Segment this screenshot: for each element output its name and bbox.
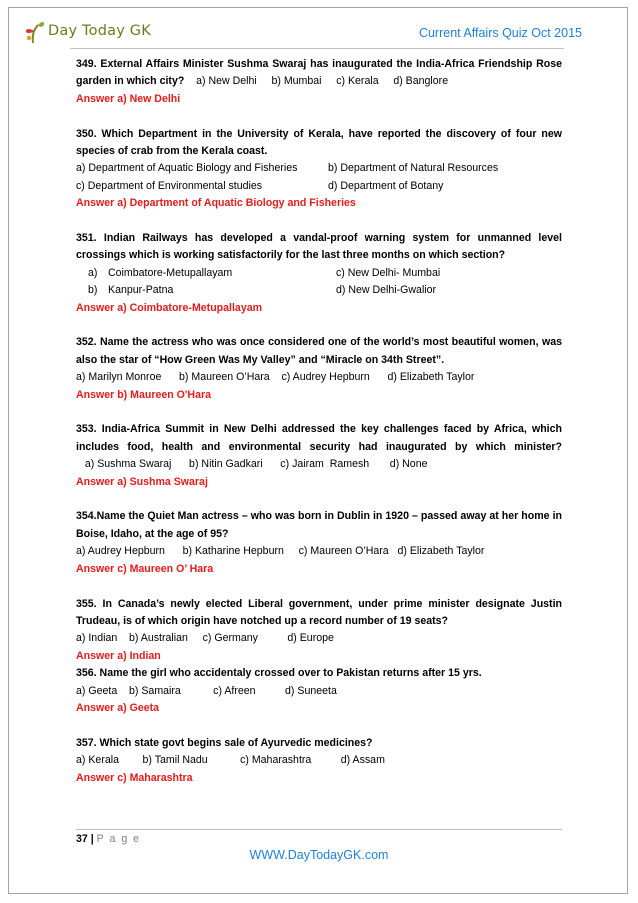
answer: Answer a) Coimbatore-Metupallayam (76, 301, 263, 314)
question-text: 349. External Affairs Minister Sushma Swaraj has inaugurated the India-Africa Friendship Rose garden in which city? a) New Delhi b) Mumbai c) Kerala d) Banglore (76, 58, 562, 88)
answer: Answer c) Maureen O’ Hara (76, 562, 214, 575)
option: c) Department of Environmental studies (76, 179, 263, 192)
question-text: 352. Name the actress who was once considered one of the world’s most beautiful women, was also the star of “How Green Was My Valley” and “Miracle on 34th Street”. (76, 336, 562, 366)
options-line: a) Marilyn Monroe b) Maureen O’Hara c) Audrey Hepburn d) Elizabeth Taylor (76, 371, 475, 384)
options-row (76, 178, 562, 195)
question-text: 354.Name the Quiet Man actress – who was born in Dublin in 1920 – passed away at her home in Boise, Idaho, at the age of 95? (76, 510, 562, 540)
answer: Answer b) Maureen O'Hara (76, 388, 211, 401)
option: d) New Delhi-Gwalior (336, 284, 437, 297)
logo-text: Day Today GK (48, 23, 151, 39)
answer: Answer a) Indian (76, 649, 161, 662)
option: b) Department of Natural Resources (328, 162, 499, 175)
question-357 (76, 735, 562, 787)
site-logo[interactable] (22, 16, 151, 46)
quiz-content (76, 56, 562, 787)
page-header (22, 14, 602, 50)
question-text: 355. In Canada’s newly elected Liberal government, under prime minister designate Justin Trudeau, is of which origin have notched up a record number of 19 seats? (76, 597, 562, 627)
options-row (76, 160, 562, 177)
answer: Answer a) Department of Aquatic Biology and Fisheries (76, 197, 356, 210)
options-line: a) Audrey Hepburn b) Katharine Hepburn c) Maureen O’Hara d) Elizabeth Taylor (76, 545, 485, 558)
footer-divider (76, 829, 562, 830)
options-inline: a) New Delhi b) Mumbai c) Kerala d) Banglore (196, 75, 449, 88)
option: a) Department of Aquatic Biology and Fisheries (76, 162, 298, 175)
question-355 (76, 596, 562, 666)
question-349 (76, 56, 562, 108)
question-350 (76, 126, 562, 213)
option: c) New Delhi- Mumbai (336, 266, 441, 279)
question-text: 357. Which state govt begins sale of Ayurvedic medicines? (76, 736, 373, 749)
leaf-sprout-icon (22, 17, 46, 45)
options-line: a) Kerala b) Tamil Nadu c) Maharashtra d) Assam (76, 754, 385, 767)
option-label: a) (88, 266, 98, 279)
option: d) Department of Botany (328, 179, 444, 192)
option: Kanpur-Patna (108, 284, 174, 297)
header-divider (70, 48, 564, 49)
page-label: P a g e (96, 833, 141, 845)
question-text: 353. India-Africa Summit in New Delhi addressed the key challenges faced by Africa, which includes food, health and environmental security had inaugurated by which minister? a) Sushma Swaraj b) Nitin Gadkari c) Jairam Ramesh d) None (76, 423, 562, 471)
options-line: a) Geeta b) Samaira c) Afreen d) Suneeta (76, 684, 337, 697)
answer: Answer a) New Delhi (76, 92, 181, 105)
page-separator: | (90, 833, 94, 845)
question-356 (76, 665, 562, 717)
answer: Answer a) Geeta (76, 701, 160, 714)
question-354 (76, 508, 562, 578)
header-title: Current Affairs Quiz Oct 2015 (418, 26, 582, 40)
answer: Answer c) Maharashtra (76, 771, 193, 784)
question-text: 356. Name the girl who accidentaly crossed over to Pakistan returns after 15 yrs. (76, 667, 482, 680)
page-number (76, 833, 141, 845)
option-label: b) (88, 284, 98, 297)
question-353 (76, 421, 562, 491)
page-number-value: 37 (76, 833, 88, 845)
website-link[interactable]: WWW.DayTodayGK.com (249, 848, 389, 862)
options-row (76, 282, 562, 299)
question-352 (76, 334, 562, 404)
options-inline: a) Sushma Swaraj b) Nitin Gadkari c) Jairam Ramesh d) None (84, 458, 428, 471)
option: Coimbatore-Metupallayam (108, 266, 233, 279)
answer: Answer a) Sushma Swaraj (76, 475, 208, 488)
options-line: a) Indian b) Australian c) Germany d) Europe (76, 632, 334, 645)
question-text: 350. Which Department in the University of Kerala, have reported the discovery of four new species of crab from the Kerala coast. (76, 127, 562, 158)
options-row (76, 265, 562, 282)
question-351 (76, 230, 562, 317)
question-text: 351. Indian Railways has developed a vandal-proof warning system for unmanned level crossings which is working satisfactorily for the last three months on which section? (76, 232, 562, 262)
